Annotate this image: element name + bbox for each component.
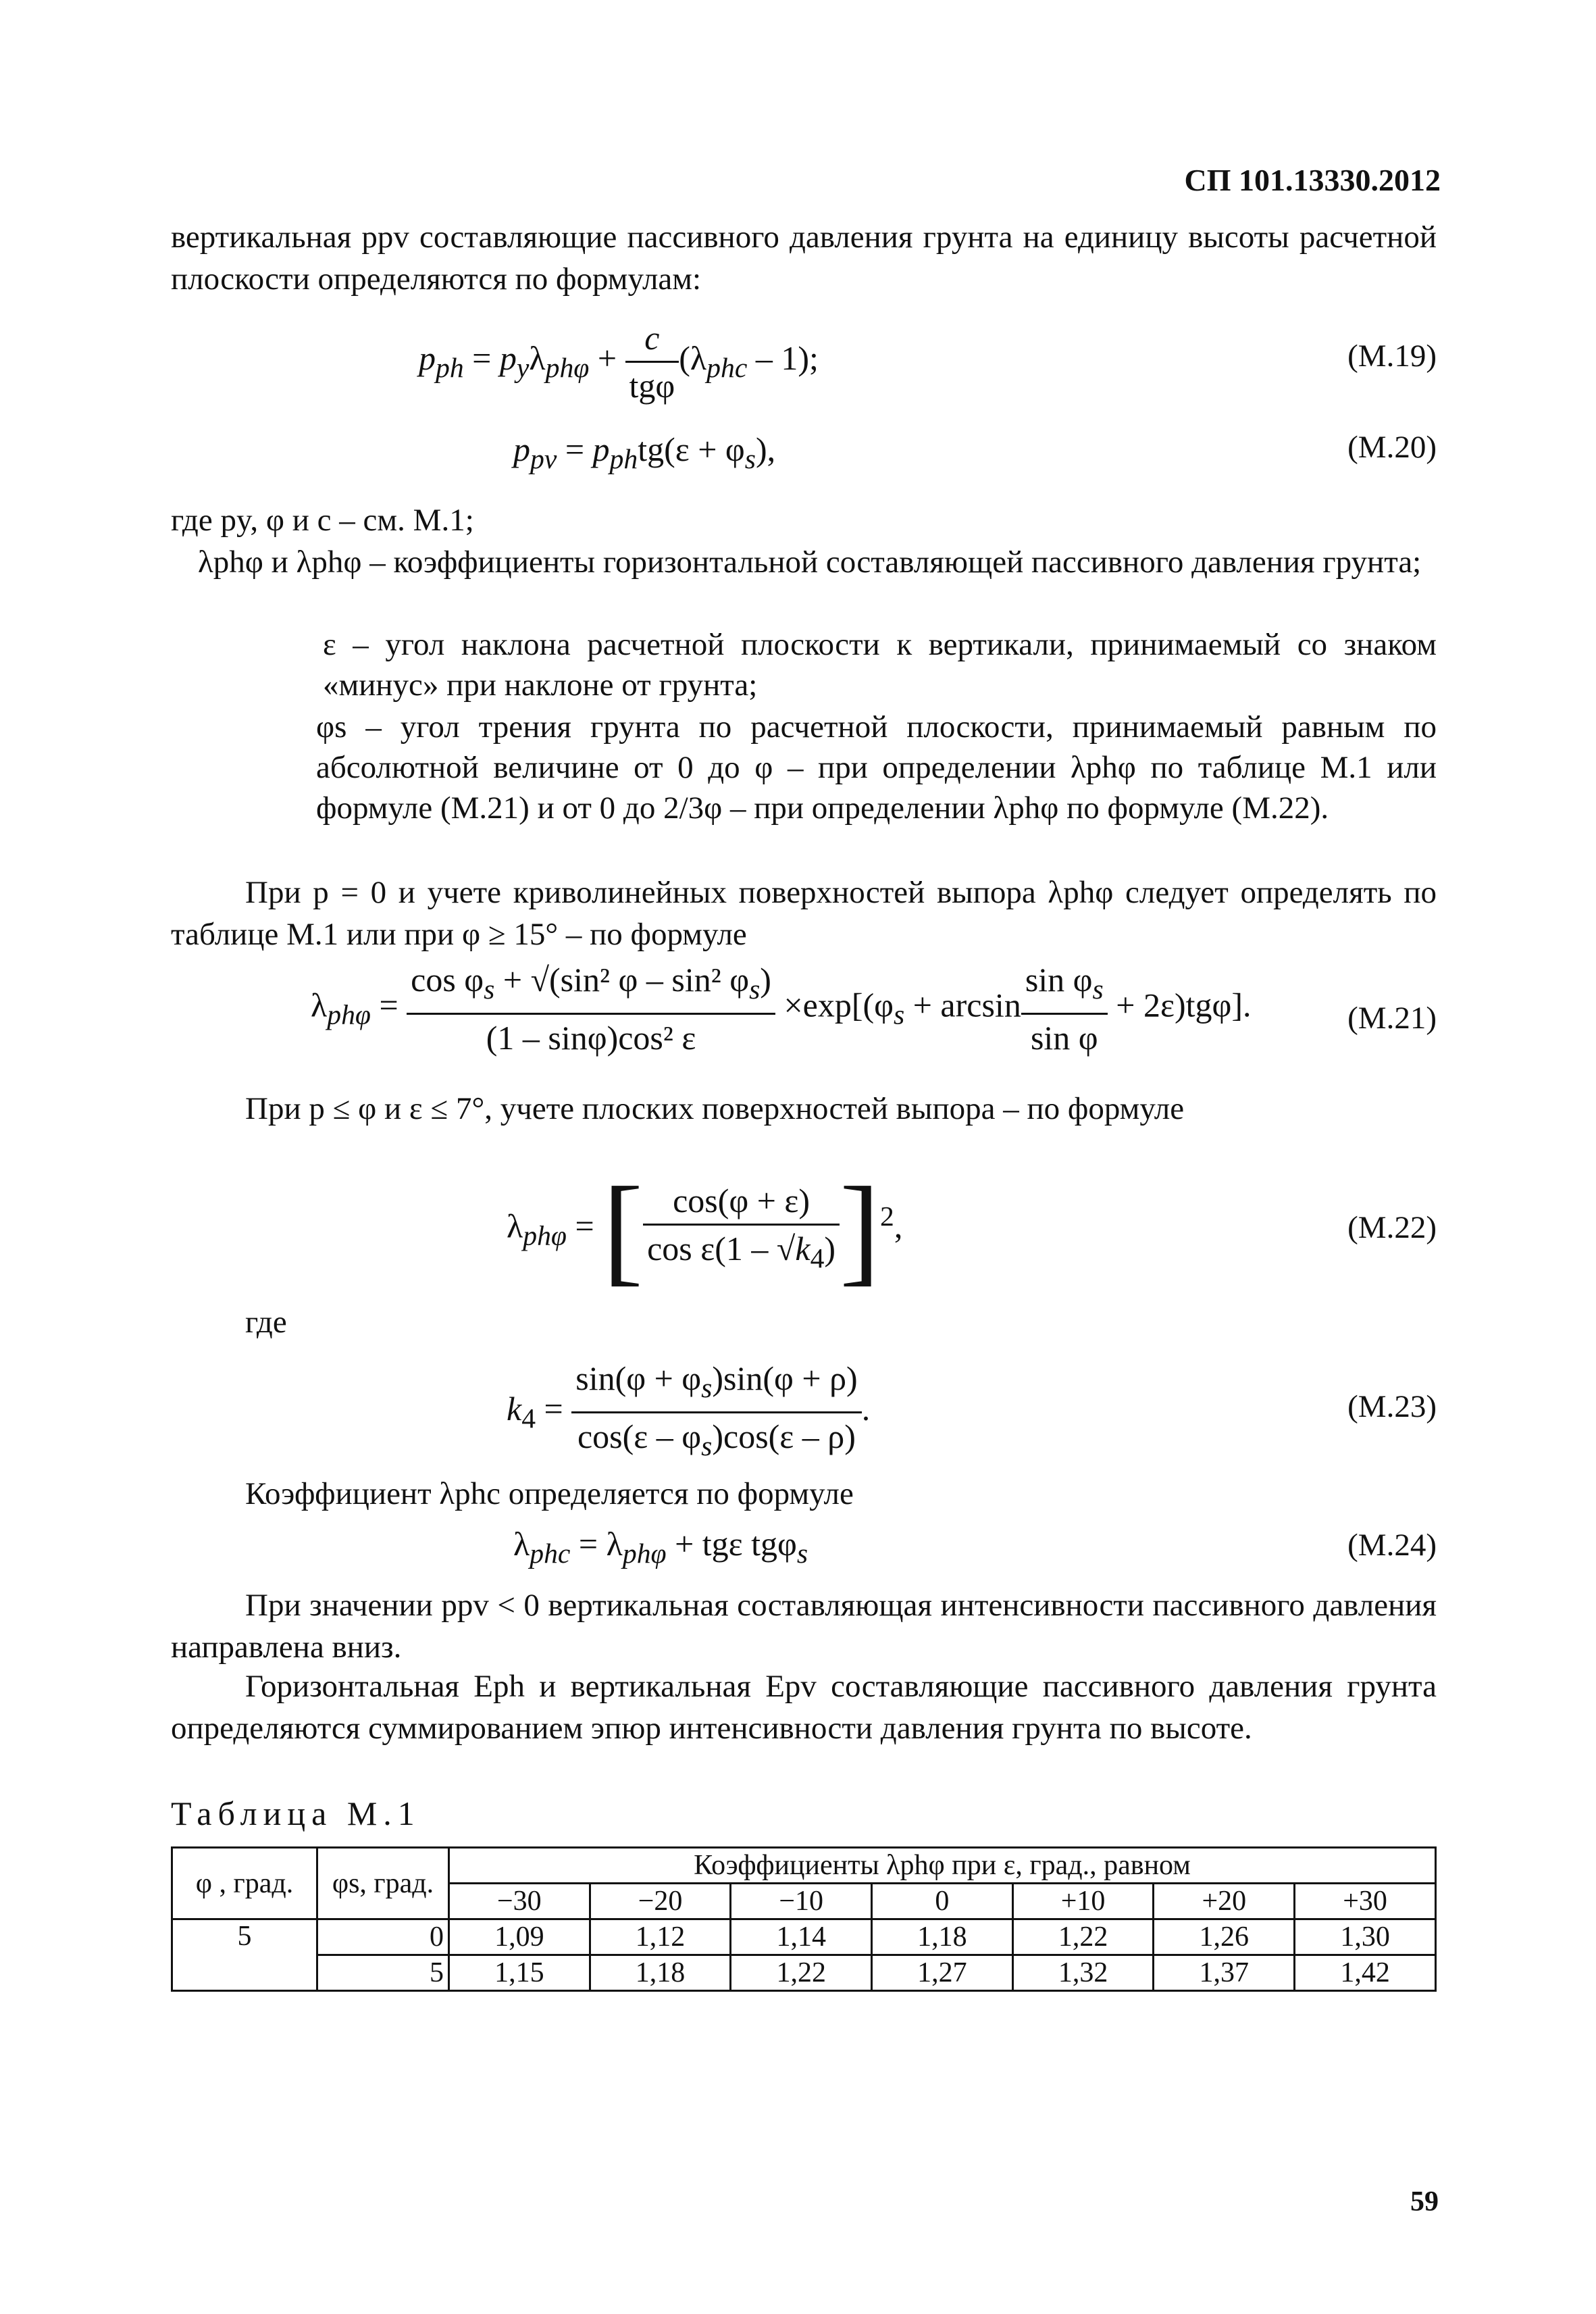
equation-m24: $\lambda_{phc} = \lambda_{ph\varphi} + tg\varepsilon$ tgφ$_s$: [513, 1525, 808, 1569]
table-row: [172, 1919, 1436, 1955]
coefficients-table: [171, 1846, 1437, 1992]
eps-cell: +20: [1154, 1884, 1295, 1919]
eps-cell: 0: [872, 1884, 1013, 1919]
eps-cell: −10: [731, 1884, 872, 1919]
header-phi: φ , град.: [172, 1848, 317, 1919]
document-header: СП 101.13330.2012: [1184, 163, 1441, 197]
value-cell: 1,15: [449, 1955, 590, 1991]
header-phis: φs, град.: [317, 1848, 449, 1919]
value-cell: 1,30: [1295, 1919, 1436, 1955]
equation-number-m21: (М.21): [1347, 1001, 1437, 1036]
table-caption: Таблица М.1: [171, 1794, 421, 1832]
value-cell: 1,32: [1012, 1955, 1154, 1991]
equation-m20: $p_{pv} = p_{ph}tg(\varepsilon + \varphi_s)$,: [513, 430, 776, 475]
paragraph-eph: Горизонтальная Eph и вертикальная Epv составляющие пассивного давления грунта определяются суммированием эпюр интенсивности давления грунта по высоте.: [171, 1669, 1437, 1746]
phi-cell: 5: [172, 1919, 317, 1991]
definition-epsilon: ε – угол наклона расчетной плоскости к вертикали, принимаемый со знаком «минус» при наклоне от грунта;: [323, 627, 1437, 703]
table-header-row: [172, 1848, 1436, 1884]
eps-cell: −30: [449, 1884, 590, 1919]
equation-number-m20: (М.20): [1347, 430, 1437, 465]
eps-cell: −20: [590, 1884, 731, 1919]
definition-lambda: λphφ и λphφ – коэффициенты горизонтальной составляющей пассивного давления грунта;: [198, 545, 1422, 580]
equation-number-m23: (М.23): [1347, 1389, 1437, 1424]
value-cell: 1,22: [731, 1955, 872, 1991]
equation-m19: $p_{ph} = p_y\lambda_{ph\varphi}$ + $\frac{c}{\text{tgφ}}$ $(\lambda_{phc} - 1)$;: [419, 319, 819, 405]
value-cell: 1,18: [590, 1955, 731, 1991]
definition-phis: φs – угол трения грунта по расчетной плоскости, принимаемый равным по абсолютной величине от 0 до φ – при определении λphφ по таблице М.1 или формуле (М.21) и от 0 до 2/3φ – при определении λphφ по формуле (М.22).: [316, 709, 1437, 826]
paragraph-m22-intro: При p ≤ φ и ε ≤ 7°, учете плоских поверхностей выпора – по формуле: [245, 1091, 1185, 1126]
equation-number-m19: (М.19): [1347, 338, 1437, 374]
equation-m22: $\lambda_{ph\varphi}$ = [ $\frac{\cos(\varphi + \varepsilon)}{\cos \varepsilon(1 - √k_4)}$ ]$^2$,: [507, 1162, 903, 1297]
equation-number-m24: (М.24): [1347, 1528, 1437, 1563]
definitions-block: [171, 500, 1437, 872]
value-cell: 1,14: [731, 1919, 872, 1955]
value-cell: 1,09: [449, 1919, 590, 1955]
value-cell: 1,18: [872, 1919, 1013, 1955]
equation-number-m22: (М.22): [1347, 1210, 1437, 1245]
value-cell: 1,27: [872, 1955, 1013, 1991]
value-cell: 1,22: [1012, 1919, 1154, 1955]
definition-py: где py, φ и c – см. М.1;: [171, 503, 474, 538]
paragraph-m21-intro: При p = 0 и учете криволинейных поверхностей выпора λphφ следует определять по таблице М.1 или при φ ≥ 15° – по формуле: [171, 875, 1437, 952]
equation-m23: $k_4$ = $\frac{\sin(\varphi + \varphi_s)\sin(\varphi + \rho)}{\cos(\varepsilon - \varphi_s)\cos(\varepsilon - \rho)}$ .: [507, 1359, 871, 1462]
value-cell: 1,12: [590, 1919, 731, 1955]
value-cell: 1,42: [1295, 1955, 1436, 1991]
value-cell: 1,26: [1154, 1919, 1295, 1955]
table-row: [172, 1955, 1436, 1991]
paragraph-m24-intro: Коэффициент λphc определяется по формуле: [245, 1476, 854, 1511]
phis-cell: 5: [317, 1955, 449, 1991]
equation-m21: $\lambda_{ph\varphi}$ = $\frac{\cos \varphi_s + √(\sin^2 \varphi - \sin^2 \varphi_s)}{\text{(1 – sinφ)cos² ε}}$ $\times\exp[(\varphi_s + \arcsin$ $\frac{\sin \varphi_s}{\text{sin φ}}$ + 2ε)tgφ].: [311, 961, 1252, 1057]
page-number: 59: [1410, 2186, 1439, 2217]
eps-cell: +30: [1295, 1884, 1436, 1919]
intro-paragraph: вертикальная ppv составляющие пассивного давления грунта на единицу высоты расчетной плоскости определяются по формулам:: [171, 220, 1437, 297]
where-label: где: [245, 1305, 287, 1340]
eps-cell: +10: [1012, 1884, 1154, 1919]
phis-cell: 0: [317, 1919, 449, 1955]
header-coefficients: Коэффициенты λphφ при ε, град., равном: [449, 1848, 1436, 1884]
value-cell: 1,37: [1154, 1955, 1295, 1991]
paragraph-ppv: При значении ppv < 0 вертикальная составляющая интенсивности пассивного давления направлена вниз.: [171, 1588, 1437, 1665]
